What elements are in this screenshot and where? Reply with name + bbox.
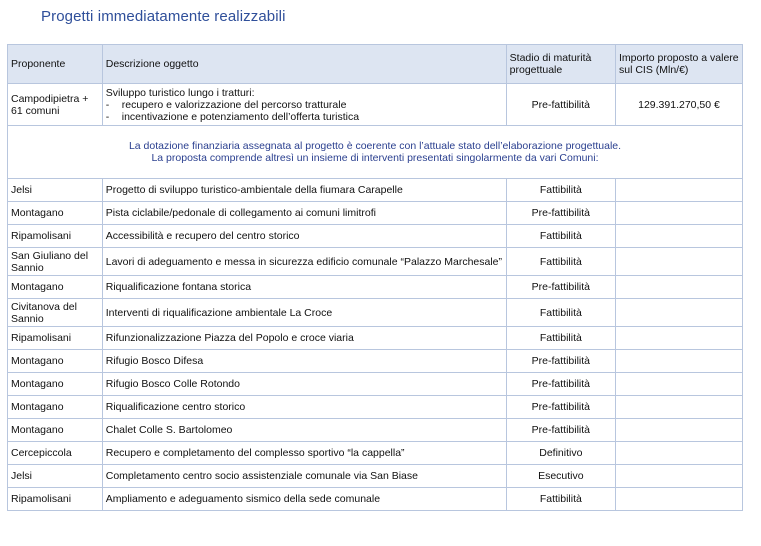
cell-stadio: Pre-fattibilità <box>506 276 615 299</box>
note-row <box>8 126 743 179</box>
header-descrizione: Descrizione oggetto <box>102 45 506 84</box>
cell-proponente: Montagano <box>8 373 103 396</box>
cell-descrizione: Interventi di riqualificazione ambientale La Croce <box>102 299 506 327</box>
cell-descrizione: Ampliamento e adeguamento sismico della sede comunale <box>102 488 506 511</box>
note-cell <box>8 126 743 179</box>
cell-stadio: Fattibilità <box>506 327 615 350</box>
cell-proponente: Ripamolisani <box>8 327 103 350</box>
table-row <box>8 299 743 327</box>
table-row <box>8 419 743 442</box>
cell-proponente: Civitanova del Sannio <box>8 299 103 327</box>
table-row <box>8 327 743 350</box>
main-descrizione-list <box>106 99 503 123</box>
table-row <box>8 276 743 299</box>
table-row <box>8 225 743 248</box>
cell-importo <box>615 248 742 276</box>
cell-importo <box>615 373 742 396</box>
main-descrizione-item: - incentivazione e potenziamento dell’offerta turistica <box>106 111 503 123</box>
table-row <box>8 373 743 396</box>
cell-stadio: Fattibilità <box>506 179 615 202</box>
cell-proponente: Montagano <box>8 202 103 225</box>
cell-importo <box>615 442 742 465</box>
cell-importo <box>615 419 742 442</box>
cell-stadio: Definitivo <box>506 442 615 465</box>
main-proponente: Campodipietra + 61 comuni <box>8 84 103 126</box>
main-descrizione <box>102 84 506 126</box>
cell-proponente: Cercepiccola <box>8 442 103 465</box>
cell-descrizione: Rifugio Bosco Colle Rotondo <box>102 373 506 396</box>
table-row <box>8 179 743 202</box>
cell-stadio: Pre-fattibilità <box>506 373 615 396</box>
cell-proponente: San Giuliano del Sannio <box>8 248 103 276</box>
cell-stadio: Fattibilità <box>506 225 615 248</box>
note-line-2: La proposta comprende altresì un insieme di interventi presentati singolarmente da vari Comuni: <box>151 152 599 164</box>
cell-descrizione: Rifunzionalizzazione Piazza del Popolo e croce viaria <box>102 327 506 350</box>
cell-stadio: Pre-fattibilità <box>506 419 615 442</box>
cell-importo <box>615 488 742 511</box>
main-descrizione-intro: Sviluppo turistico lungo i tratturi: <box>105 86 255 99</box>
table-row <box>8 350 743 373</box>
cell-descrizione: Accessibilità e recupero del centro storico <box>102 225 506 248</box>
table-row <box>8 202 743 225</box>
table-row <box>8 248 743 276</box>
cell-stadio: Fattibilità <box>506 299 615 327</box>
cell-proponente: Jelsi <box>8 179 103 202</box>
cell-descrizione: Progetto di sviluppo turistico-ambientale della fiumara Carapelle <box>102 179 506 202</box>
cell-stadio: Pre-fattibilità <box>506 202 615 225</box>
cell-stadio: Fattibilità <box>506 488 615 511</box>
cell-descrizione: Lavori di adeguamento e messa in sicurezza edificio comunale “Palazzo Marchesale” <box>102 248 506 276</box>
header-stadio: Stadio di maturità progettuale <box>506 45 615 84</box>
cell-proponente: Montagano <box>8 419 103 442</box>
cell-importo <box>615 299 742 327</box>
header-importo: Importo proposto a valere sul CIS (Mln/€) <box>615 45 742 84</box>
cell-descrizione: Pista ciclabile/pedonale di collegamento ai comuni limitrofi <box>102 202 506 225</box>
cell-importo <box>615 225 742 248</box>
cell-proponente: Ripamolisani <box>8 225 103 248</box>
cell-descrizione: Recupero e completamento del complesso sportivo “la cappella” <box>102 442 506 465</box>
cell-stadio: Pre-fattibilità <box>506 350 615 373</box>
cell-descrizione: Completamento centro socio assistenziale comunale via San Biase <box>102 465 506 488</box>
main-descrizione-item: - recupero e valorizzazione del percorso tratturale <box>106 99 503 111</box>
page-title: Progetti immediatamente realizzabili <box>41 8 286 25</box>
cell-descrizione: Riqualificazione centro storico <box>102 396 506 419</box>
cell-stadio: Pre-fattibilità <box>506 396 615 419</box>
table-row <box>8 488 743 511</box>
table-row <box>8 396 743 419</box>
cell-stadio: Fattibilità <box>506 248 615 276</box>
header-proponente: Proponente <box>8 45 103 84</box>
cell-descrizione: Chalet Colle S. Bartolomeo <box>102 419 506 442</box>
cell-proponente: Montagano <box>8 396 103 419</box>
note-line-1: La dotazione finanziaria assegnata al progetto è coerente con l’attuale stato dell’elaborazione progettuale. <box>128 140 622 152</box>
cell-descrizione: Riqualificazione fontana storica <box>102 276 506 299</box>
cell-stadio: Esecutivo <box>506 465 615 488</box>
cell-importo <box>615 276 742 299</box>
table-row <box>8 442 743 465</box>
projects-table <box>7 44 743 511</box>
cell-proponente: Ripamolisani <box>8 488 103 511</box>
cell-proponente: Jelsi <box>8 465 103 488</box>
main-importo: 129.391.270,50 € <box>615 84 742 126</box>
cell-importo <box>615 465 742 488</box>
cell-proponente: Montagano <box>8 350 103 373</box>
cell-importo <box>615 327 742 350</box>
cell-importo <box>615 396 742 419</box>
main-project-row <box>8 84 743 126</box>
cell-proponente: Montagano <box>8 276 103 299</box>
cell-importo <box>615 202 742 225</box>
main-stadio: Pre-fattibilità <box>506 84 615 126</box>
cell-importo <box>615 179 742 202</box>
cell-descrizione: Rifugio Bosco Difesa <box>102 350 506 373</box>
table-row <box>8 465 743 488</box>
cell-importo <box>615 350 742 373</box>
table-header-row <box>8 45 743 84</box>
